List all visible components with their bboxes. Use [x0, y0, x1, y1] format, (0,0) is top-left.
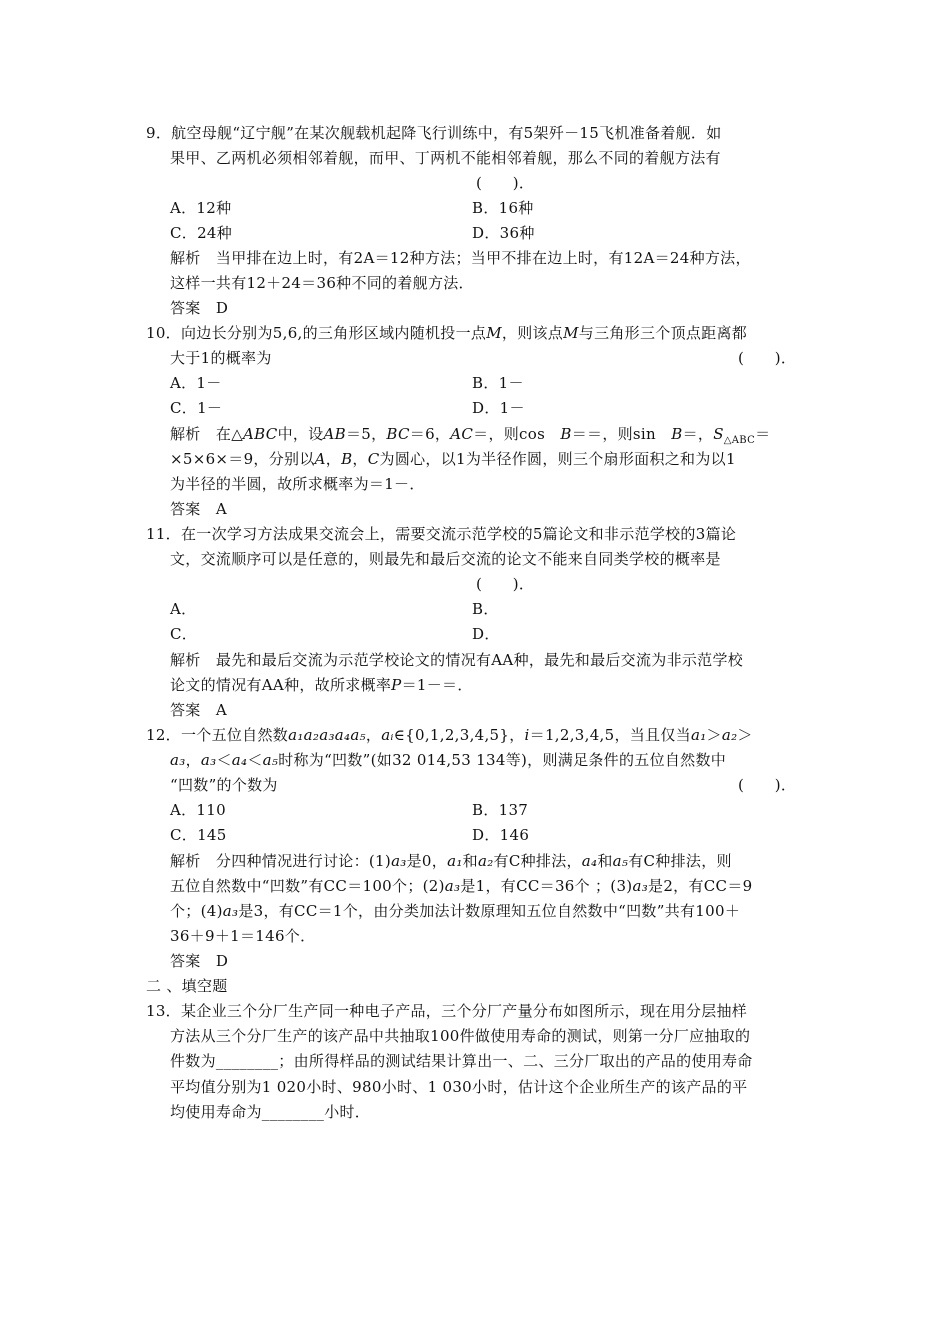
text: 中，设: [277, 425, 324, 443]
var: a₄: [231, 751, 248, 769]
q11-solution-2: [170, 676, 473, 694]
q9-line-2: 果甲、乙两机必须相邻着舰，而甲、丁两机不能相邻着舰，那么不同的着舰方法有: [170, 149, 721, 167]
text: 是0，: [406, 852, 448, 870]
q11-solution-1: 解析 最先和最后交流为示范学校论文的情况有AA种，最先和最后交流为非示范学校: [170, 651, 744, 669]
var: a₁: [690, 726, 707, 744]
q9-solution-2: 这样一共有12＋24＝36种不同的着舰方法．: [170, 274, 474, 292]
q13-line-4: 平均值分别为1 020小时、980小时、1 030小时，估计这个企业所生产的该产品的平: [170, 1078, 748, 1096]
var: a₅: [612, 852, 629, 870]
text: 和: [597, 852, 613, 870]
var: aᵢ: [381, 726, 394, 744]
text: 解析 分四种情况进行讨论：(1): [170, 852, 392, 870]
q12-line-3: “凹数”的个数为: [170, 776, 278, 794]
var: a₁: [447, 852, 463, 870]
q13-line-1: 13．某企业三个分厂生产同一种电子产品，三个分厂产量分布如图所示，现在用分层抽样: [146, 1002, 748, 1020]
q13-line-2: 方法从三个分厂生产的该产品中共抽取100件做使用寿命的测试，则第一分厂应抽取的: [170, 1027, 751, 1045]
q9-option-d: D．36种: [472, 224, 535, 242]
text: 解析 在△: [170, 425, 244, 443]
text: 10．向边长分别为5,6,的三角形区域内随机投一点: [146, 324, 487, 342]
text: 五位自然数中“凹数”有CC＝100个；(2): [170, 877, 445, 895]
q10-line-1: [146, 324, 747, 342]
q13-line-3: 件数为________；由所得样品的测试结果计算出一、二、三分厂取出的产品的使用寿命: [170, 1052, 753, 1070]
q11-option-d: D．: [472, 625, 500, 643]
text: ＝5，: [345, 425, 387, 443]
q12-line-2: [170, 751, 726, 769]
var: C: [367, 450, 380, 468]
text: ＝6，: [409, 425, 451, 443]
q12-solution-3: [170, 902, 740, 920]
q9-option-a: A．12种: [170, 199, 232, 217]
text: 时称为“凹数”(如32 014,53 134等)，则满足条件的五位自然数中: [278, 751, 727, 769]
text: 12．一个五位自然数: [146, 726, 289, 744]
q12-option-b: B．137: [472, 801, 529, 819]
q12-solution-1: [170, 852, 732, 870]
q10-solution-3: 为半径的半圆，故所求概率为＝1－．: [170, 475, 425, 493]
var: i: [524, 726, 530, 744]
q10-option-c: C．1－: [170, 399, 223, 417]
q9-answer-bracket: ( )．: [476, 174, 535, 192]
text: 和: [462, 852, 478, 870]
var: a₂: [477, 852, 494, 870]
q10-solution-2: [170, 450, 736, 468]
text: 与三角形三个顶点距离都: [578, 324, 748, 342]
var: a₃: [632, 877, 649, 895]
text: ＞: [706, 726, 722, 744]
q10-solution-1: [170, 425, 770, 450]
q12-solution-2: [170, 877, 752, 895]
q13-line-5: 均使用寿命为________小时．: [170, 1103, 371, 1121]
q10-option-b: B．1－: [472, 374, 524, 392]
q10-option-a: A．1－: [170, 374, 222, 392]
text: ＝＝，则sin: [571, 425, 672, 443]
q11-answer: 答案 A: [170, 701, 228, 719]
q11-option-c: C．: [170, 625, 198, 643]
q12-answer: 答案 D: [170, 952, 229, 970]
q12-option-a: A．110: [170, 801, 226, 819]
q12-line-1: [146, 726, 753, 744]
q9-line-1: 9．航空母舰“辽宁舰”在某次舰载机起降飞行训练中，有5架歼－15飞机准备着舰．如: [146, 124, 722, 142]
var: a₃: [200, 751, 217, 769]
q11-option-a: A．: [170, 600, 197, 618]
q11-option-b: B．: [472, 600, 499, 618]
var: a₃: [391, 852, 407, 870]
var: a₃: [170, 751, 186, 769]
q11-line-2: 文，交流顺序可以是任意的，则最先和最后交流的论文不能来自同类学校的概率是: [170, 550, 721, 568]
q9-solution-1: 解析 当甲排在边上时，有2A＝12种方法；当甲不排在边上时，有12A＝24种方法，: [170, 249, 751, 267]
text: 是1，有CC＝36个 ；(3): [460, 877, 633, 895]
text: ，: [185, 751, 201, 769]
text: ＞: [737, 726, 753, 744]
text: 是2，有CC＝9: [648, 877, 753, 895]
text: ∈{0,1,2,3,4,5}，: [393, 726, 525, 744]
text: 为圆心，以1为半径作圆，则三个扇形面积之和为以1: [379, 450, 736, 468]
var: a₂: [721, 726, 738, 744]
var: A: [314, 450, 326, 468]
q9-option-c: C．24种: [170, 224, 233, 242]
text: ＝，: [682, 425, 714, 443]
var: a₃: [444, 877, 461, 895]
q10-answer: 答案 A: [170, 500, 228, 518]
q9-answer: 答案 D: [170, 299, 229, 317]
q10-line-2: 大于1的概率为: [170, 349, 272, 367]
var: B: [560, 425, 572, 443]
text: ＜: [247, 751, 263, 769]
q12-option-c: C．145: [170, 826, 227, 844]
section-heading-fill-in: 二 、填空题: [146, 977, 228, 995]
text: ×5×6×＝9，分别以: [170, 450, 315, 468]
text: 有C种排法，则: [628, 852, 732, 870]
var: a₁a₂a₃a₄a₅: [288, 726, 366, 744]
var: a₅: [262, 751, 279, 769]
text: ，则该点: [501, 324, 564, 342]
text: 个；(4): [170, 902, 223, 920]
var: ABC: [243, 425, 278, 443]
q10-answer-bracket: ( )．: [738, 349, 797, 367]
text: ，: [325, 450, 342, 468]
text: 是3，有CC＝1个，由分类加法计数原理知五位自然数中“凹数”共有100＋: [238, 902, 741, 920]
var: M: [486, 324, 502, 342]
q9-option-b: B．16种: [472, 199, 534, 217]
q12-answer-bracket: ( )．: [738, 776, 797, 794]
text: ，: [365, 726, 382, 744]
var: B: [341, 450, 353, 468]
var: P: [391, 676, 402, 694]
q12-option-d: D．146: [472, 826, 530, 844]
var: BC: [386, 425, 410, 443]
text: ，: [352, 450, 368, 468]
var: a₄: [581, 852, 598, 870]
text: ＝1,2,3,4,5，当且仅当: [529, 726, 691, 744]
var: a₃: [222, 902, 239, 920]
var: AB: [323, 425, 346, 443]
var: AC: [450, 425, 474, 443]
text: ＝，则cos: [473, 425, 561, 443]
q12-solution-4: 36＋9＋1＝146个．: [170, 927, 316, 945]
text: 论文的情况有AA种，故所求概率: [170, 676, 392, 694]
var: M: [563, 324, 579, 342]
text: ＝1－＝．: [401, 676, 473, 694]
text: ＝: [755, 425, 771, 443]
text: 有C种排法，: [493, 852, 582, 870]
subscript: △ABC: [723, 435, 756, 446]
q11-line-1: 11．在一次学习方法成果交流会上，需要交流示范学校的5篇论文和非示范学校的3篇论: [146, 525, 737, 543]
q10-option-d: D．1－: [472, 399, 525, 417]
var: S: [713, 425, 724, 443]
var: B: [671, 425, 683, 443]
q11-answer-bracket: ( )．: [476, 575, 535, 593]
text: ＜: [216, 751, 232, 769]
